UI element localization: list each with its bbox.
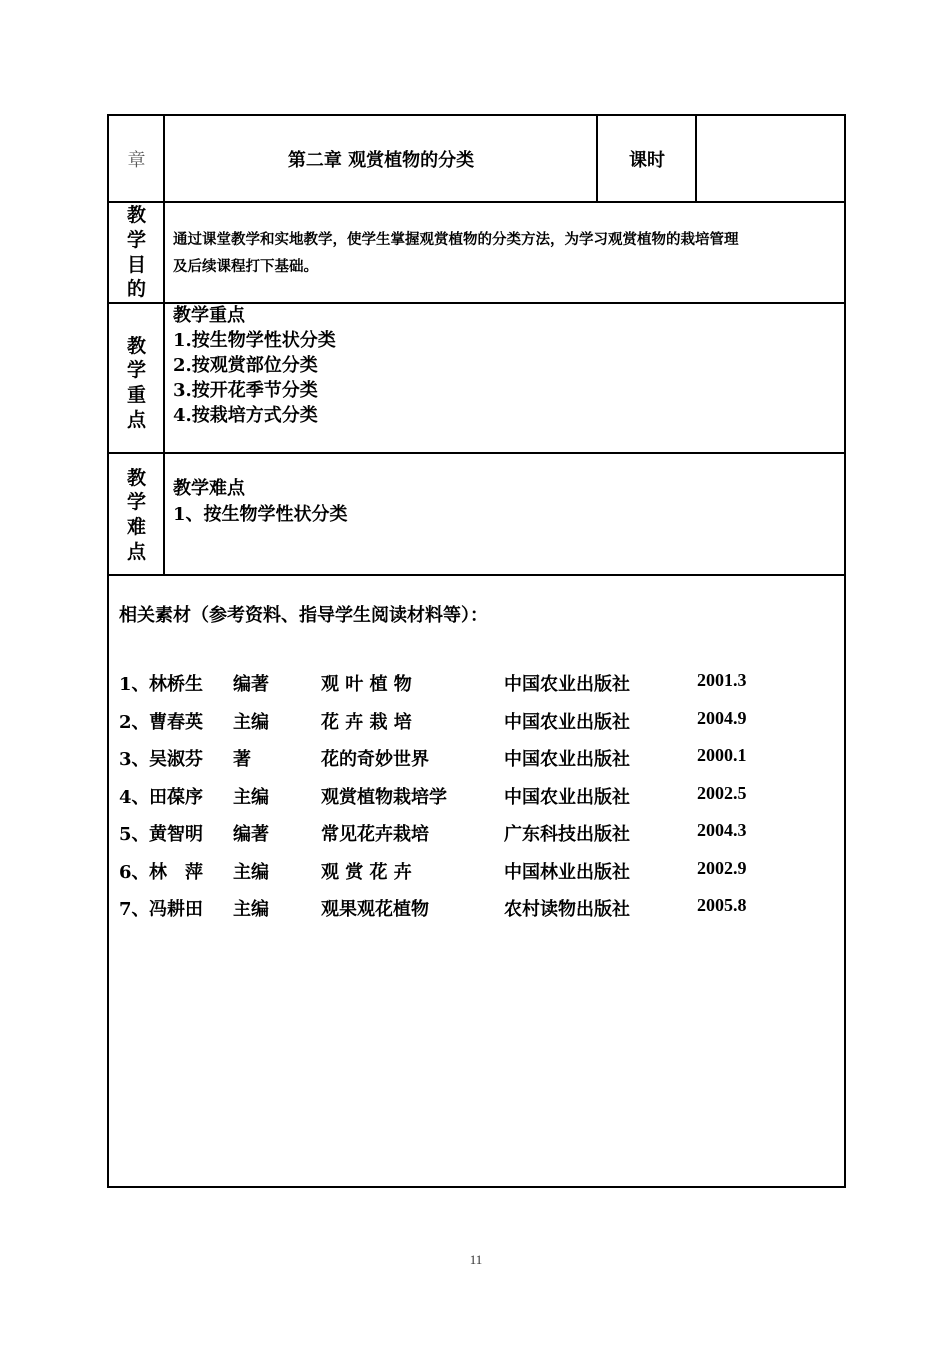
key-point-item: 2.按观赏部位分类 bbox=[173, 355, 318, 376]
reference-year: 2002.5 bbox=[697, 782, 747, 803]
reference-author: 林桥生 bbox=[149, 674, 203, 695]
difficult-points-content bbox=[173, 476, 348, 528]
reference-year: 2001.3 bbox=[697, 670, 747, 690]
difficult-points-label-char: 学 bbox=[126, 491, 146, 514]
reference-year: 2000.1 bbox=[697, 745, 747, 765]
key-points-label-char: 教 bbox=[126, 334, 146, 357]
reference-role: 编著 bbox=[233, 824, 269, 845]
page-number: 11 bbox=[469, 1252, 483, 1267]
purpose-text bbox=[173, 226, 841, 280]
reference-year: 2004.9 bbox=[697, 707, 747, 728]
reference-author: 曹春英 bbox=[149, 711, 203, 733]
row-divider bbox=[109, 574, 844, 576]
key-point-item: 3.按开花季节分类 bbox=[173, 380, 318, 401]
reference-title: 观 赏 花 卉 bbox=[321, 861, 412, 883]
difficult-points-label bbox=[109, 454, 164, 576]
materials-heading: 相关素材（参考资料、指导学生阅读材料等）： bbox=[119, 605, 488, 626]
reference-year: 2004.3 bbox=[697, 820, 747, 840]
purpose-text-line: 通过课堂教学和实地教学，使学生掌握观赏植物的分类方法，为学习观赏植物的栽培管理 bbox=[173, 231, 739, 248]
reference-author: 冯耕田 bbox=[149, 899, 203, 920]
row-divider bbox=[109, 452, 844, 454]
reference-title: 花的奇妙世界 bbox=[321, 749, 429, 770]
key-point-item: 1.按生物学性状分类 bbox=[173, 330, 336, 351]
reference-number: 2、 bbox=[119, 711, 150, 733]
key-points-label-char: 点 bbox=[126, 408, 146, 431]
reference-role: 主编 bbox=[233, 786, 269, 808]
reference-title: 观赏植物栽培学 bbox=[321, 786, 447, 808]
reference-author: 田葆序 bbox=[149, 786, 203, 808]
key-points-heading: 教学重点 bbox=[173, 305, 245, 326]
reference-title: 观果观花植物 bbox=[321, 899, 429, 920]
purpose-label-char: 目 bbox=[126, 253, 146, 276]
class-hours-value bbox=[697, 116, 844, 202]
reference-title: 花 卉 栽 培 bbox=[321, 711, 412, 733]
purpose-text-line: 及后续课程打下基础。 bbox=[173, 258, 318, 275]
chapter-title: 第二章 观赏植物的分类 bbox=[287, 150, 475, 171]
reference-publisher: 农村读物出版社 bbox=[504, 899, 630, 920]
reference-role: 著 bbox=[233, 749, 251, 770]
reference-number: 5、 bbox=[119, 824, 150, 845]
reference-author: 林 萍 bbox=[149, 861, 203, 883]
key-point-item: 4.按栽培方式分类 bbox=[173, 405, 318, 426]
reference-publisher: 广东科技出版社 bbox=[504, 824, 630, 845]
class-hours-label: 课时 bbox=[629, 150, 665, 171]
purpose-label-char: 的 bbox=[126, 278, 146, 301]
reference-publisher: 中国农业出版社 bbox=[504, 749, 630, 770]
difficult-point-item: 1、按生物学性状分类 bbox=[173, 504, 348, 525]
reference-title: 观 叶 植 物 bbox=[321, 674, 412, 695]
difficult-points-heading: 教学难点 bbox=[173, 478, 245, 499]
reference-role: 主编 bbox=[233, 899, 269, 920]
reference-publisher: 中国农业出版社 bbox=[504, 674, 630, 695]
reference-title: 常见花卉栽培 bbox=[321, 824, 429, 845]
reference-role: 主编 bbox=[233, 711, 269, 733]
reference-number: 3、 bbox=[119, 749, 150, 770]
reference-year: 2002.9 bbox=[697, 857, 747, 878]
key-points-content bbox=[173, 303, 336, 428]
reference-author: 吴淑芬 bbox=[149, 749, 203, 770]
reference-role: 主编 bbox=[233, 861, 269, 883]
reference-number: 4、 bbox=[119, 786, 150, 808]
lesson-plan-table bbox=[107, 114, 846, 1188]
reference-number: 6、 bbox=[119, 861, 150, 883]
purpose-label bbox=[109, 203, 164, 302]
difficult-points-label-char: 难 bbox=[126, 516, 146, 538]
reference-year: 2005.8 bbox=[697, 895, 747, 915]
purpose-label-char: 教 bbox=[126, 204, 146, 227]
reference-author: 黄智明 bbox=[149, 824, 203, 845]
chapter-label: 章 bbox=[127, 150, 146, 171]
reference-number: 1、 bbox=[119, 674, 150, 695]
difficult-points-label-char: 教 bbox=[126, 466, 146, 489]
reference-publisher: 中国农业出版社 bbox=[504, 786, 630, 808]
difficult-points-label-char: 点 bbox=[126, 540, 146, 563]
key-points-label-char: 学 bbox=[126, 359, 146, 382]
reference-publisher: 中国林业出版社 bbox=[504, 861, 630, 883]
reference-number: 7、 bbox=[119, 899, 150, 920]
reference-publisher: 中国农业出版社 bbox=[504, 711, 630, 733]
purpose-label-char: 学 bbox=[126, 228, 146, 251]
reference-role: 编著 bbox=[233, 674, 269, 695]
key-points-label bbox=[109, 314, 164, 452]
key-points-label-char: 重 bbox=[126, 384, 146, 406]
